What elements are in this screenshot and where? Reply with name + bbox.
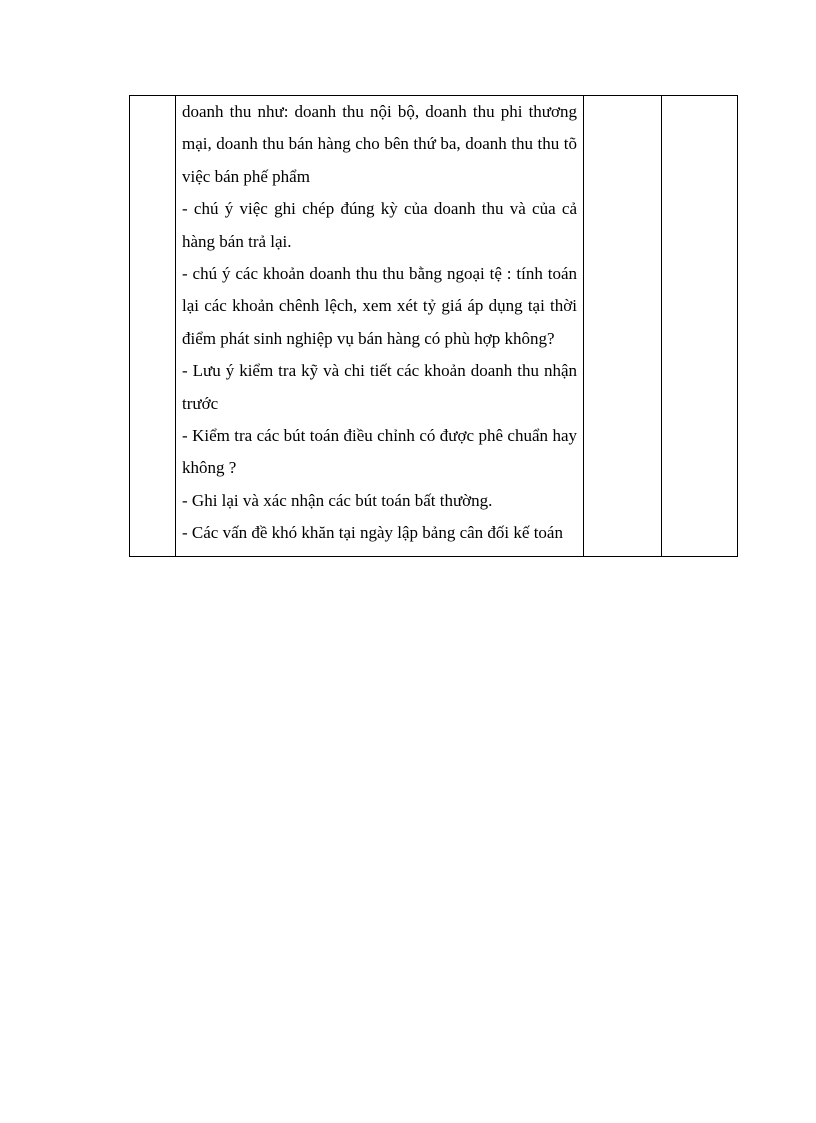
procedure-paragraph: - Các vấn đề khó khăn tại ngày lập bảng cân đối kế toán [182, 523, 563, 543]
audit-procedure-table [129, 95, 738, 557]
procedure-paragraph: - chú ý việc ghi chép đúng kỳ của doanh thu và của cả hàng bán trả lại. [182, 199, 577, 251]
procedure-paragraph: - chú ý các khoản doanh thu thu bằng ngoại tệ : tính toán lại các khoản chênh lệch, xem xét tỷ giá áp dụng tại thời điểm phát sinh nghiệp vụ bán hàng có phù hợp không? [182, 264, 577, 348]
table-cell-index [130, 96, 176, 557]
table-cell-notes [662, 96, 738, 557]
table-cell-procedures [176, 96, 584, 557]
procedure-paragraph: doanh thu như: doanh thu nội bộ, doanh thu phi thương mại, doanh thu bán hàng cho bên thứ ba, doanh thu thu tõ việc bán phế phẩm [182, 102, 577, 186]
table-row [130, 96, 738, 557]
procedure-paragraph: - Ghi lại và xác nhận các bút toán bất thường. [182, 490, 493, 510]
procedure-paragraph: - Kiểm tra các bút toán điều chỉnh có được phê chuẩn hay không ? [182, 426, 577, 478]
procedure-paragraph: - Lưu ý kiểm tra kỹ và chi tiết các khoản doanh thu nhận trước [182, 361, 577, 413]
table-cell-reference [584, 96, 662, 557]
